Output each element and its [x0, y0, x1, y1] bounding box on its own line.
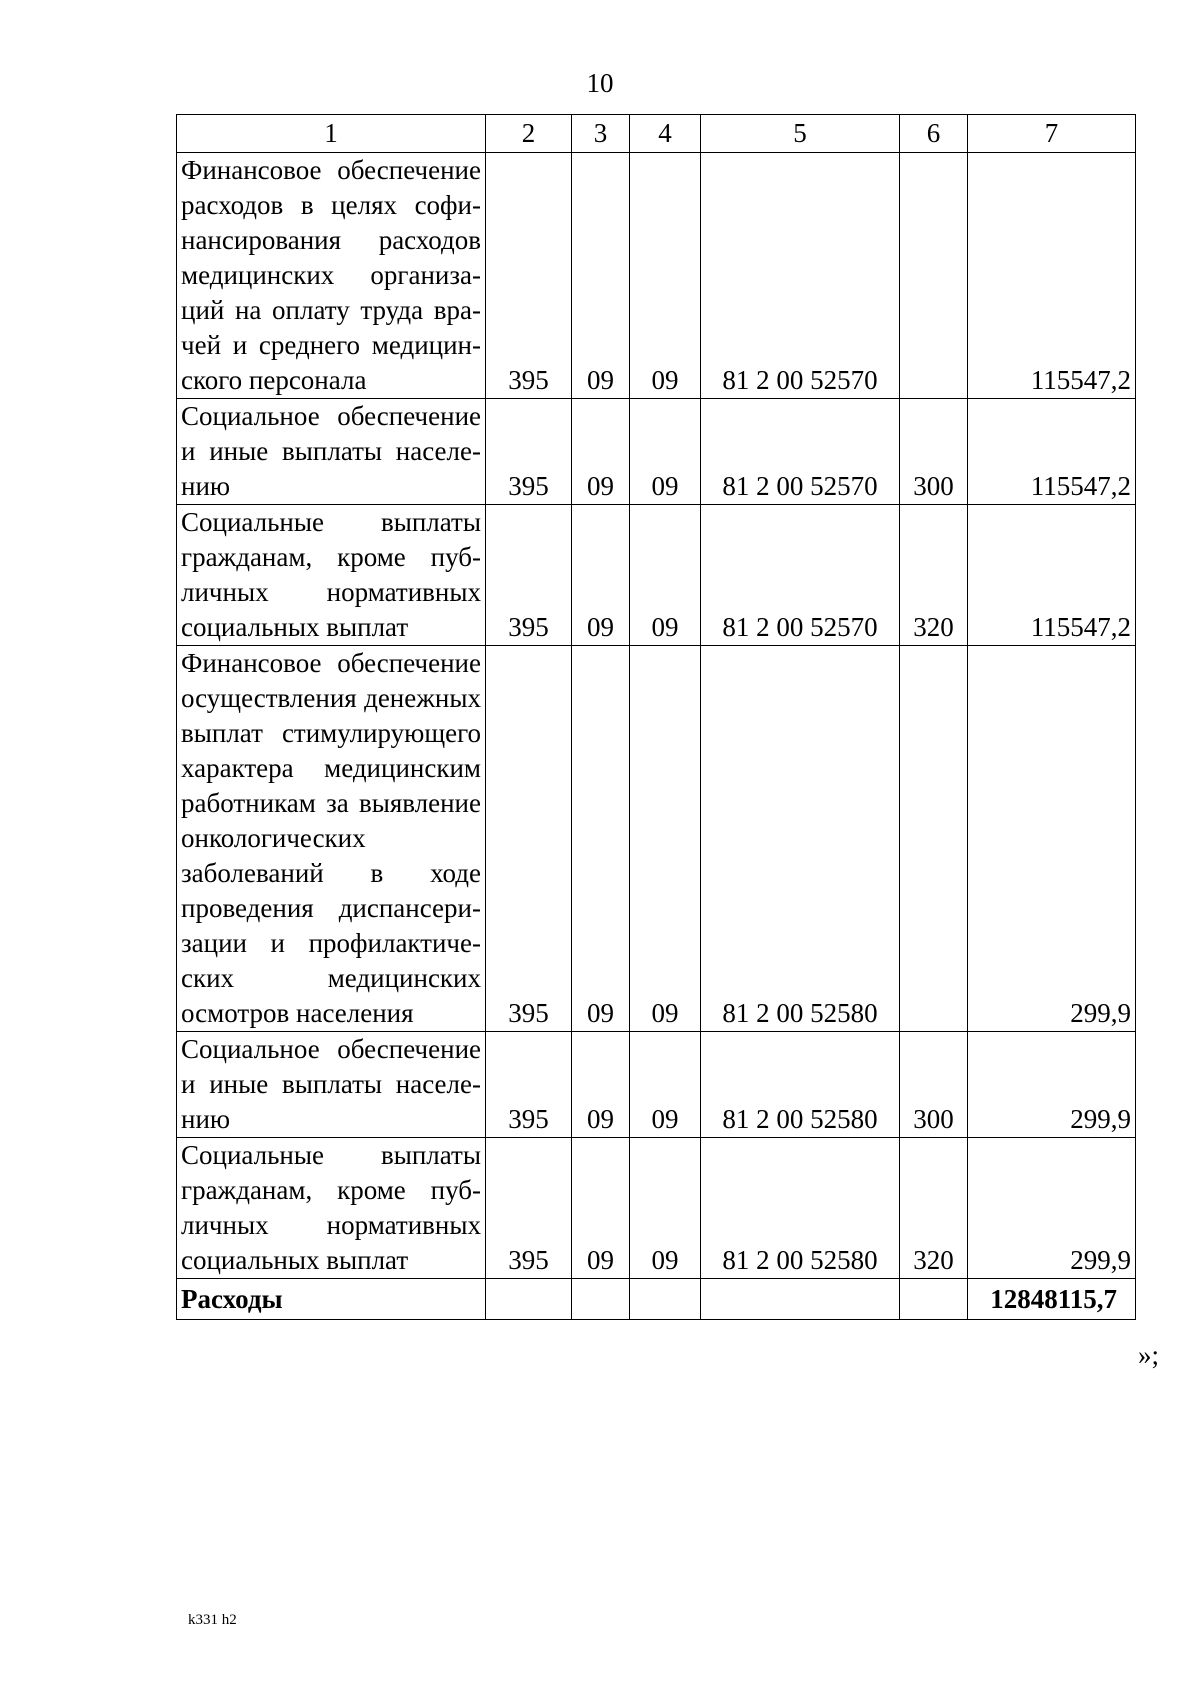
page-number: 10 [586, 68, 614, 98]
row-col-4: 09 [630, 399, 701, 505]
row-col-3: 09 [572, 153, 630, 399]
row-col-4: 09 [630, 646, 701, 1032]
header-col-4: 4 [630, 115, 701, 153]
row-col-4: 09 [630, 1032, 701, 1138]
total-empty-cell [630, 1279, 701, 1320]
footer-code: k331 h2 [188, 1612, 237, 1628]
total-label: Расходы [177, 1279, 486, 1320]
row-col-4: 09 [630, 505, 701, 646]
row-col-5: 81 2 00 52570 [701, 153, 900, 399]
total-amount: 12848115,7 [968, 1279, 1136, 1320]
header-row [177, 115, 1136, 153]
row-col-6 [900, 646, 968, 1032]
header-col-6: 6 [900, 115, 968, 153]
row-col-4: 09 [630, 153, 701, 399]
table-row [177, 1138, 1136, 1279]
row-col-3: 09 [572, 1032, 630, 1138]
row-col-6: 300 [900, 1032, 968, 1138]
header-col-1: 1 [177, 115, 486, 153]
row-amount: 115547,2 [968, 399, 1136, 505]
row-description: Финансовое обеспечение осуществления денежных выплат стимулирующего характера медицинским работникам за выявление онкологических заболеваний в ходе проведения диспансеризации и профилактических медицинских осмотров населения [177, 646, 486, 1032]
row-col-3: 09 [572, 1138, 630, 1279]
row-col-3: 09 [572, 399, 630, 505]
row-col-5: 81 2 00 52580 [701, 1032, 900, 1138]
header-col-5: 5 [701, 115, 900, 153]
row-amount: 115547,2 [968, 505, 1136, 646]
row-col-2: 395 [486, 1138, 572, 1279]
row-col-3: 09 [572, 646, 630, 1032]
row-amount: 299,9 [968, 646, 1136, 1032]
table-row [177, 153, 1136, 399]
row-col-5: 81 2 00 52570 [701, 399, 900, 505]
row-col-2: 395 [486, 153, 572, 399]
table-row [177, 399, 1136, 505]
row-col-6: 320 [900, 1138, 968, 1279]
budget-table [176, 114, 1136, 1320]
row-description: Социальные выплаты гражданам, кроме публичных нормативных социальных выплат [177, 1138, 486, 1279]
row-col-6: 320 [900, 505, 968, 646]
table-row [177, 1032, 1136, 1138]
row-col-6: 300 [900, 399, 968, 505]
row-col-3: 09 [572, 505, 630, 646]
row-col-2: 395 [486, 1032, 572, 1138]
row-description: Социальное обеспечение и иные выплаты населению [177, 1032, 486, 1138]
row-description: Финансовое обеспечение расходов в целях софинансирования расходов медицинских организаций на оплату труда врачей и среднего медицинского персонала [177, 153, 486, 399]
row-col-2: 395 [486, 646, 572, 1032]
total-empty-cell [900, 1279, 968, 1320]
total-empty-cell [701, 1279, 900, 1320]
row-col-6 [900, 153, 968, 399]
row-col-2: 395 [486, 505, 572, 646]
row-amount: 299,9 [968, 1032, 1136, 1138]
header-col-2: 2 [486, 115, 572, 153]
row-col-5: 81 2 00 52580 [701, 1138, 900, 1279]
row-col-5: 81 2 00 52580 [701, 646, 900, 1032]
row-amount: 115547,2 [968, 153, 1136, 399]
table-row [177, 505, 1136, 646]
total-row [177, 1279, 1136, 1320]
row-col-5: 81 2 00 52570 [701, 505, 900, 646]
closing-quote: »; [1138, 1340, 1160, 1370]
row-description: Социальное обеспечение и иные выплаты населению [177, 399, 486, 505]
table-row [177, 646, 1136, 1032]
row-description: Социальные выплаты гражданам, кроме публичных нормативных социальных выплат [177, 505, 486, 646]
row-col-4: 09 [630, 1138, 701, 1279]
row-amount: 299,9 [968, 1138, 1136, 1279]
header-col-7: 7 [968, 115, 1136, 153]
row-col-2: 395 [486, 399, 572, 505]
header-col-3: 3 [572, 115, 630, 153]
total-empty-cell [486, 1279, 572, 1320]
total-empty-cell [572, 1279, 630, 1320]
